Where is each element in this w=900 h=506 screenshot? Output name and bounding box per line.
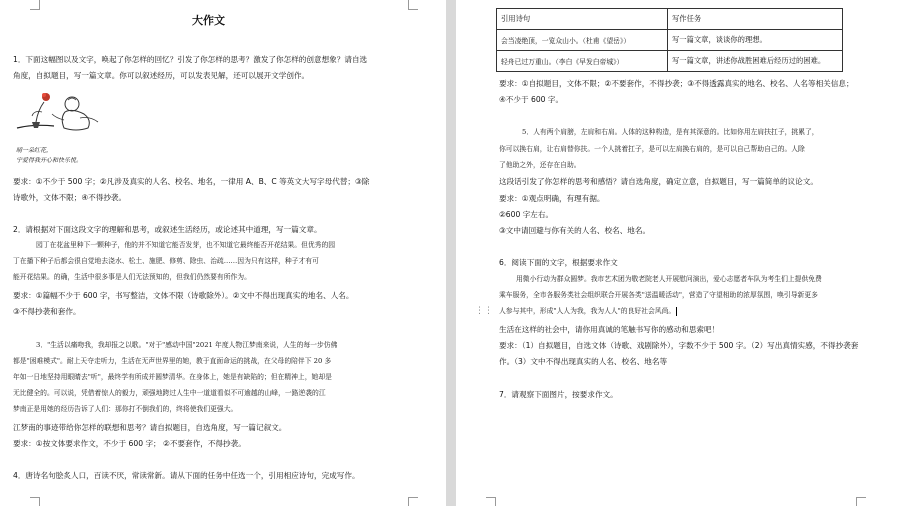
q1-handwritten-caption: 晴一朵红花， xyxy=(16,147,53,154)
poem-task-table xyxy=(496,8,843,72)
q7-prompt-line: 7．请观察下面图片，按要求作文。 xyxy=(499,390,618,399)
table-row xyxy=(497,51,843,72)
q1-requirement-line: 要求：①不少于 500 字；②凡涉及真实的人名、校名、地名，一律用 A、B、C 等英文大写字母代替；③除 xyxy=(13,177,370,186)
table-cell: 会当凌绝顶，一览众山小。（杜甫《望岳》） xyxy=(497,30,668,51)
q5-requirement-line: ②600 字左右。 xyxy=(499,210,554,219)
q5-requirement-line: ③文中请回避与你有关的人名、校名、地名。 xyxy=(499,226,651,235)
q2-passage-line: 丁在播下种子后都会很自觉地去浇水、松土、施肥、修剪、除虫、治疏……因为只有这样，种子才有可 xyxy=(13,257,319,265)
q6-passage-line: 用微小行动为群众圆梦。我市艺术团为敬老院老人开展慰问演出，爱心志愿者车队为考生们上提供免费 xyxy=(516,275,822,283)
q6-passage-line xyxy=(499,306,677,316)
page-gap xyxy=(446,0,456,506)
q5-passage-line: 你可以换右肩，让右肩替你扶。一个人挑着扛子，是可以左肩换右肩的，是可以自己帮助自己的。人除 xyxy=(499,145,805,153)
q2-passage-line: 园丁在花盆里种下一颗种子，他的并不知道它能否发芽，也不知道它最终能否开花结果。但优秀的园 xyxy=(36,241,336,249)
page-corner-mark xyxy=(408,497,418,506)
document-page-right xyxy=(456,0,900,506)
table-header-cell: 引用诗句 xyxy=(497,9,668,30)
q3-passage-line: 无比健全的。可以说，凭借着惊人的毅力，顽强地跨过人生中一道道看似不可逾越的山峰，一路逆袭的江 xyxy=(13,389,326,397)
q3-passage-line: 都是"困难模式"。耐上天夺走听力，生活在无声世界里的她，教于直面命运的挑战，在父母的陪伴下 20 多 xyxy=(13,357,332,365)
q6-requirement-line: 要求：（1）自拟题目，自选文体（诗歌、戏剧除外），字数不少于 500 字。（2）写出真情实感，不得抄袭套 xyxy=(499,341,859,350)
page-corner-mark xyxy=(856,497,866,506)
q6-passage-text: 人参与其中，形成"人人为我，我为人人"的良好社会风尚。 xyxy=(499,307,676,315)
table-header-cell: 写作任务 xyxy=(668,9,843,30)
q6-requirement-line: 作。（3）文中不得出现真实的人名、校名、地名等 xyxy=(499,357,668,366)
q1-handwritten-caption: 宁爱得我开心和快乐悦。 xyxy=(16,157,83,164)
q5-prompt-line: 这段话引发了你怎样的思考和感悟？请自选角度，确定立意，自拟题目，写一篇简单的议论文。 xyxy=(499,177,818,186)
q5-requirement-line: 要求：①观点明确，有理有据。 xyxy=(499,194,605,203)
q3-passage-line: 梦南正是用她的经历告诉了人们：那你打不倒我们的，终将使我们更强大。 xyxy=(13,405,238,413)
q3-passage-line: 3．"生活以痛吻我，我却报之以歌。"对于"感动中国"2021 年度人物江梦南来说，人生的每一步仿佛 xyxy=(36,341,338,349)
q5-passage-line: 5．人有两个肩膀，左肩和右肩。人体的这种构造，是有其深意的。比如你用左肩扶扛子，挑累了， xyxy=(522,128,819,136)
q4-prompt-line: 4．唐诗名句脍炙人口，百读不厌，常读常新。请从下面的任务中任选一个，引用相应诗句，完成写作。 xyxy=(13,471,360,480)
q1-prompt-line: 角度，自拟题目，写一篇文章。你可以叙述经历，可以发表见解，还可以展开文学创作。 xyxy=(13,71,310,80)
page-corner-mark xyxy=(486,497,496,506)
table-cell: 轻舟已过万重山。（李白《早发白帝城》） xyxy=(497,51,668,72)
q1-prompt-line: 1．下面这幅图以及文字，唤起了你怎样的回忆？引发了你怎样的思考？激发了你怎样的创意想象？请自选 xyxy=(13,55,368,64)
q3-requirement-line: 要求：①按文体要求作文，不少于 600 字； ②不要套作，不得抄袭。 xyxy=(13,439,246,448)
q2-prompt-line: 2．请根据对下面这段文字的理解和思考，或叙述生活经历，或论述其中道理，写一篇文章。 xyxy=(13,225,322,234)
page-corner-mark xyxy=(30,0,40,10)
q3-passage-line: 年如一日地坚持用眼睛去"听"，最终学有所成并圆梦清华。在身体上，她是有缺陷的；但在精神上，她却是 xyxy=(13,373,332,381)
q5-passage-line: 了他助之外，还存在自助。 xyxy=(499,161,581,169)
page-corner-mark xyxy=(30,497,40,506)
table-row xyxy=(497,30,843,51)
q4-requirement-line: ④不少于 600 字。 xyxy=(499,95,564,104)
text-cursor xyxy=(676,307,677,316)
q3-prompt-line: 江梦南的事迹带给你怎样的联想和思考？请自拟题目，自选角度，写一篇记叙文。 xyxy=(13,423,287,432)
document-page-left xyxy=(0,0,446,506)
table-header-row xyxy=(497,9,843,30)
q1-requirement-line: 诗歌外，文体不限；④不得抄袭。 xyxy=(13,193,127,202)
q4-requirement-line: 要求：①自拟题目，文体不限；②不要套作，不得抄袭；③不得透露真实的地名、校名、人名等相关信息； xyxy=(499,79,854,88)
q2-requirement-line: ③不得抄袭和套作。 xyxy=(13,307,81,316)
table-cell: 写一篇文章，讲述你战胜困难后经历过的困难。 xyxy=(668,51,843,72)
table-cell: 写一篇文章，谈谈你的理想。 xyxy=(668,30,843,51)
q2-requirement-line: 要求：①篇幅不少于 600 字，书写整洁，文体不限（诗歌除外）。②文中不得出现真实的地名、人名。 xyxy=(13,291,354,300)
page-corner-mark xyxy=(408,0,418,10)
q6-prompt-line: 6．阅读下面的文字，根据要求作文 xyxy=(499,258,618,267)
drag-handle-icon[interactable]: ⋮⋮ xyxy=(475,306,493,316)
page-title: 大作文 xyxy=(192,14,225,27)
q2-passage-line: 能开花结果。的确，生活中很多事是人们无法预知的，但我们仍然要有所作为。 xyxy=(13,273,251,281)
q1-ink-illustration xyxy=(14,88,104,138)
q6-prompt-line: 生活在这样的社会中，请你用真诚的笔触书写你的感动和思索吧！ xyxy=(499,325,720,334)
q6-passage-line: 乘车服务，全市各服务类社会组织联合开展各类"送温暖活动"，营造了守望相助的浓厚氛围，唤引导新更多 xyxy=(499,291,818,299)
